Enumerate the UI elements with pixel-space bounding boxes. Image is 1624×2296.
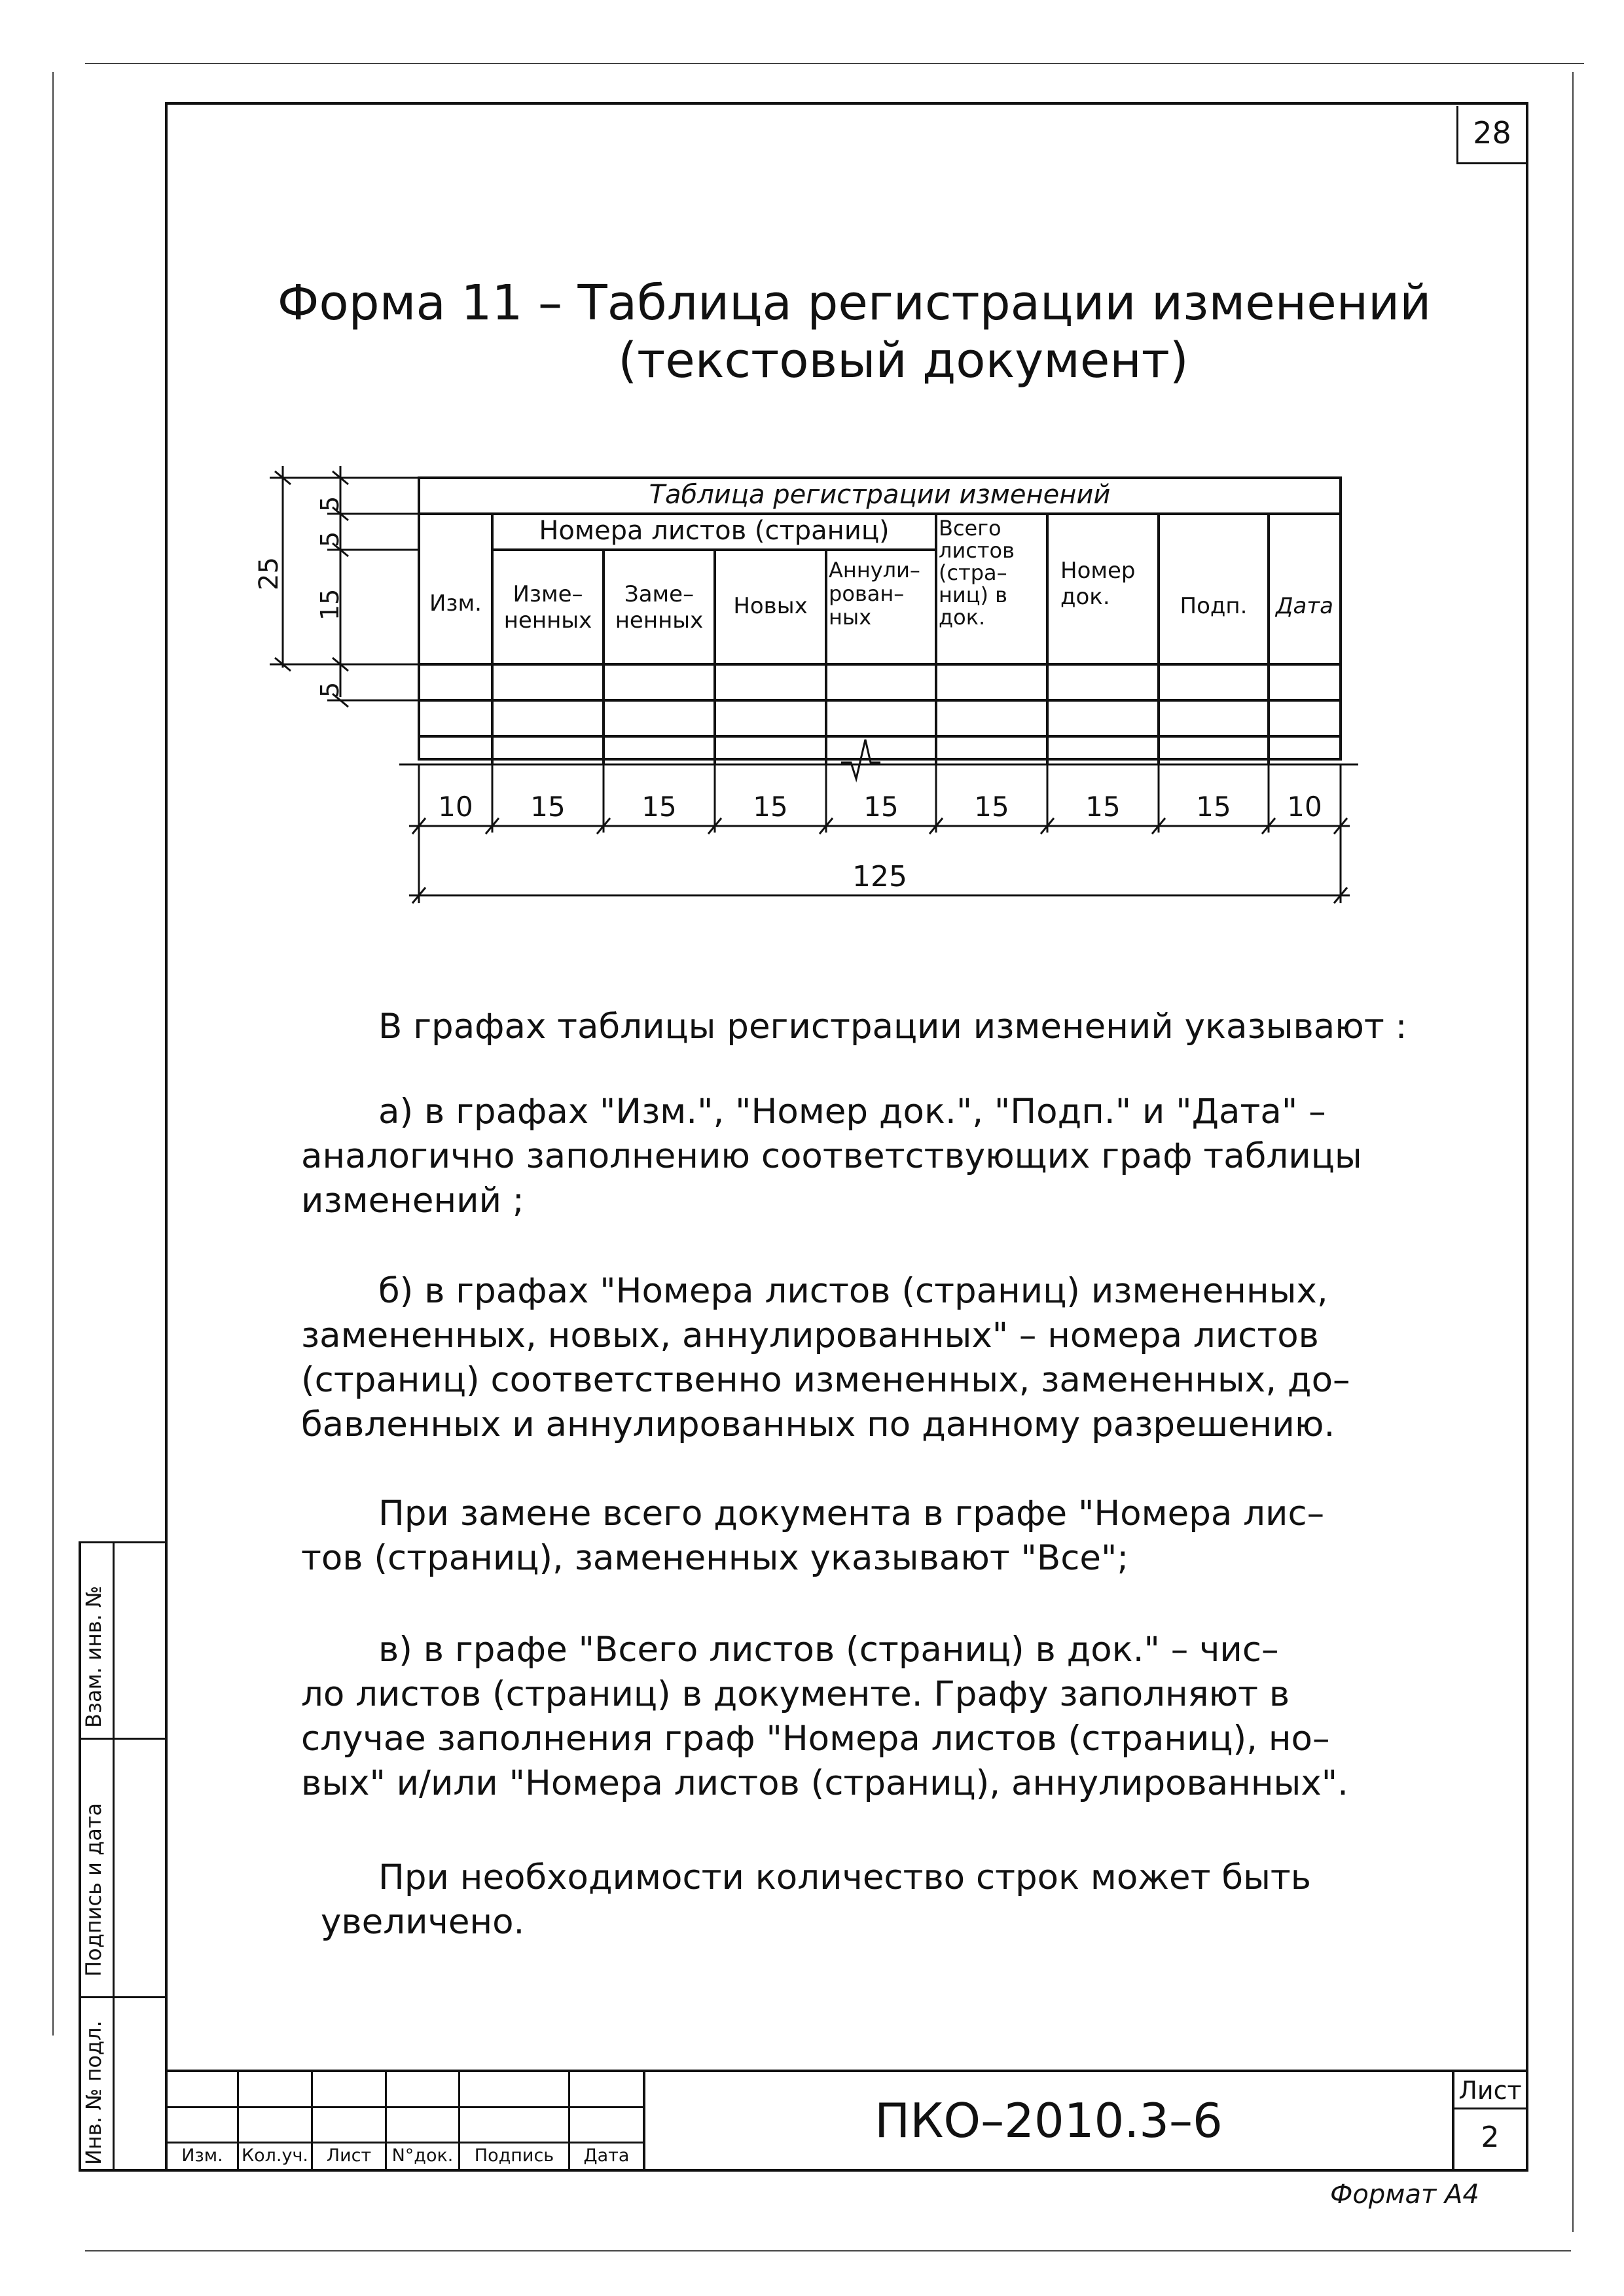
trim-bottom [85, 2250, 1571, 2251]
dim-group-row: 5 [316, 531, 344, 547]
para-b-line2: замененных, новых, аннулированных" – номера листов [301, 1316, 1319, 1355]
trim-top [85, 63, 1584, 64]
side-inv-podl: Инв. № подл. [81, 2020, 106, 2165]
col-vsego-3: (стра– [939, 560, 1007, 585]
dim-col-1: 10 [438, 791, 473, 823]
dim-data-row: 5 [316, 681, 344, 698]
form-title-line2: (текстовый документ) [618, 332, 1189, 389]
side-podpis-data: Подпись и дата [81, 1803, 106, 1977]
col-izmenennyh-2: ненных [503, 607, 592, 634]
para-c-line2: тов (страниц), замененных указывают "Все"; [301, 1538, 1129, 1578]
para-c-line1: При замене всего документа в графе "Номера лис– [378, 1494, 1325, 1534]
col-vsego-1: Всего [939, 516, 1001, 541]
title-block-row1 [168, 2106, 644, 2108]
dim-header-row: 15 [316, 588, 344, 620]
para-a-line1: а) в графах "Изм.", "Номер док.", "Подп." и "Дата" – [378, 1092, 1326, 1132]
para-e-line1: При необходимости количество строк может быть [378, 1857, 1312, 1897]
tb-col-podpis: Подпись [474, 2145, 554, 2166]
col-annul-3: ных [829, 605, 872, 630]
dim-total-height: 25 [254, 557, 284, 590]
col-annul-2: рован– [829, 581, 905, 606]
side-vzam-inv: Взам. инв. № [81, 1585, 106, 1728]
frame-left [165, 102, 168, 2172]
tb-sheet-sep [1452, 2108, 1526, 2109]
format-label: Формат А4 [1330, 2179, 1479, 2210]
col-data: Дата [1275, 593, 1334, 619]
table-title: Таблица регистрации изменений [649, 480, 1111, 510]
para-e-line2: увеличено. [321, 1902, 525, 1942]
side-stamp-sep1 [79, 1738, 168, 1740]
para-d-line3: случае заполнения граф "Номера листов (страниц), но– [301, 1719, 1330, 1759]
para-b-line4: бавленных и аннулированных по данному разрешению. [301, 1405, 1335, 1444]
dim-col-4: 15 [753, 791, 788, 823]
para-d-line2: ло листов (страниц) в документе. Графу заполняют в [301, 1674, 1290, 1714]
title-block-row2 [168, 2142, 644, 2144]
col-vsego-2: листов [939, 538, 1015, 563]
para-d-line4: вых" и/или "Номера листов (страниц), аннулированных". [301, 1763, 1348, 1803]
col-novyh: Новых [733, 593, 808, 619]
frame-right [1526, 102, 1528, 2172]
dim-col-7: 15 [1085, 791, 1121, 823]
col-izm: Изм. [429, 590, 482, 617]
col-nomer-dok-1: Номер [1060, 558, 1136, 584]
tb-col-list: Лист [326, 2145, 372, 2166]
tb-col-data: Дата [583, 2145, 630, 2166]
para-a-line2: аналогично заполнению соответствующих граф таблицы [301, 1136, 1362, 1176]
sheet-label: Лист [1458, 2076, 1522, 2105]
intro-text: В графах таблицы регистрации изменений указывают : [378, 1007, 1407, 1047]
frame-bottom [79, 2169, 1528, 2172]
dim-col-3: 15 [641, 791, 677, 823]
para-b-line1: б) в графах "Номера листов (страниц) измененных, [378, 1271, 1328, 1311]
trim-left [52, 72, 54, 2036]
page-number-box-bottom [1456, 162, 1526, 164]
col-podp: Подп. [1180, 593, 1248, 619]
frame-top [165, 102, 1528, 105]
para-d-line1: в) в графе "Всего листов (страниц) в док." – чис– [378, 1630, 1279, 1670]
form-title-line1: Форма 11 – Таблица регистрации изменений [277, 275, 1432, 331]
para-a-line3: изменений ; [301, 1181, 524, 1221]
dim-total-width: 125 [852, 860, 907, 893]
trim-right [1572, 72, 1574, 2232]
page-number: 28 [1473, 115, 1511, 151]
side-stamp-divider [113, 1541, 115, 2172]
col-nomer-dok-2: док. [1060, 584, 1110, 610]
side-stamp-sep2 [79, 1996, 168, 1998]
col-izmenennyh-1: Изме– [513, 581, 583, 607]
dim-col-5: 15 [863, 791, 899, 823]
side-stamp-top [79, 1541, 168, 1543]
dim-title-row: 5 [316, 495, 344, 512]
col-zamenennyh-1: Заме– [624, 581, 695, 607]
dim-col-9: 10 [1287, 791, 1322, 823]
col-vsego-4: ниц) в [939, 583, 1008, 607]
col-annul-1: Аннули– [829, 558, 920, 583]
tb-col-n-dok: N°док. [391, 2145, 454, 2166]
dim-col-2: 15 [530, 791, 566, 823]
title-block-top [168, 2070, 1526, 2072]
tb-col-kol-uch: Кол.уч. [241, 2145, 309, 2166]
dim-col-8: 15 [1196, 791, 1231, 823]
col-zamenennyh-2: ненных [615, 607, 704, 634]
group-header: Номера листов (страниц) [539, 516, 890, 546]
col-vsego-5: док. [939, 605, 986, 630]
dim-col-6: 15 [974, 791, 1009, 823]
document-designation: ПКО–2010.3–6 [875, 2093, 1223, 2148]
para-b-line3: (страниц) соответственно измененных, замененных, до– [301, 1360, 1350, 1400]
sheet-number: 2 [1481, 2121, 1500, 2154]
tb-col-izm: Изм. [181, 2145, 223, 2166]
